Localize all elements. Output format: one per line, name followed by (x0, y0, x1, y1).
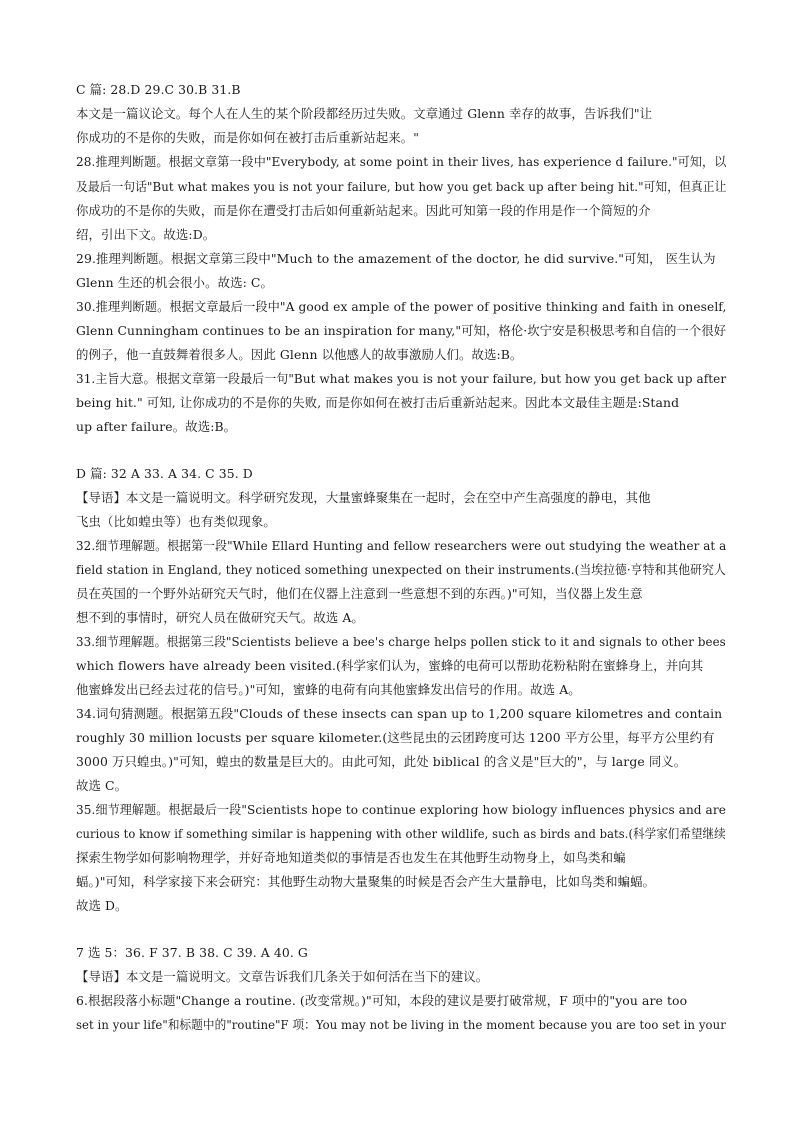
section-d-line: 蝠。)"可知，科学家接下来会研究：其他野生动物大量聚集的时候是否会产生大量静电，比如鸟类和蝙蝠。 (76, 874, 656, 889)
section-7-line: 6.根据段落小标题"Change a routine. (改变常规。)"可知，本段的建议是要打破常规，F 项中的"you are too (76, 993, 688, 1008)
section-d-line: 故选 C。 (76, 778, 128, 793)
section-c-line: 你成功的不是你的失败，而是你如何在被打击后重新站起来。" (76, 130, 420, 145)
section-c-line: 28.推理判断题。根据文章第一段中"Everybody, at some point in their lives, has experience d failure."可知，以 (76, 154, 727, 169)
section-c-line: Glenn Cunningham continues to be an inspiration for many,"可知，格伦·坎宁安是积极思考和自信的一个很好 (76, 323, 727, 338)
section-d-line: 员在英国的一个野外站研究天气时，他们在仪器上注意到一些意想不到的东西。)"可知，当仪器上发生意 (76, 586, 643, 601)
section-c-line: Glenn 生还的机会很小。故选: C。 (76, 275, 273, 290)
section-7-header: 7 选 5：36. F 37. B 38. C 39. A 40. G (76, 945, 308, 960)
section-d-line: 他蜜蜂发出已经去过花的信号。)"可知，蜜蜂的电荷有向其他蜜蜂发出信号的作用。故选 A。 (76, 682, 581, 697)
section-d-line: 32.细节理解题。根据第一段"While Ellard Hunting and fellow researchers were out studying the weather at a (76, 538, 727, 553)
section-c-header: C 篇: 28.D 29.C 30.B 31.B (76, 82, 241, 97)
section-d-line: 35.细节理解题。根据最后一段"Scientists hope to continue exploring how biology influences physics and are (76, 802, 726, 817)
section-c-line: 的例子，他一直鼓舞着很多人。因此 Glenn 以他感人的故事激励人们。故选:B。 (76, 347, 523, 362)
section-d-line: 3000 万只蝗虫。)"可知，蝗虫的数量是巨大的。由此可知，此处 biblical 的含义是"巨大的"，与 large 同义。 (76, 754, 687, 769)
section-7-line: 【导语】本文是一篇说明文。文章告诉我们几条关于如何活在当下的建议。 (76, 969, 489, 984)
section-d-line: 故选 D。 (76, 898, 128, 913)
section-c-line: 31.主旨大意。根据文章第一段最后一句"But what makes you is not your failure, but how you get back up after (76, 371, 727, 386)
section-d-line: 想不到的事情时，研究人员在做研究天气。故选 A。 (76, 610, 364, 625)
section-d-line: curious to know if something similar is happening with other wildlife, such as birds and bats.(科学家们希望继续 (76, 826, 726, 841)
section-d-line: 33.细节理解题。根据第三段"Scientists believe a bee's charge helps pollen stick to it and signals to other bees (76, 634, 726, 649)
section-c-line: up after failure。故选:B。 (76, 419, 237, 434)
section-c-line: 绍，引出下文。故选:D。 (76, 227, 216, 242)
section-d-header: D 篇: 32 A 33. A 34. C 35. D (76, 466, 253, 481)
section-d-line: field station in England, they noticed something unexpected on their instruments.(当埃拉德·亨特和其他研究人 (76, 562, 726, 577)
section-c-line: 你成功的不是你的失败，而是你在遭受打击后如何重新站起来。因此可知第一段的作用是作一个简短的介 (76, 203, 651, 218)
section-c-line: 29.推理判断题。根据文章第三段中"Much to the amazement of the doctor, he did survive."可知， 医生认为 (76, 251, 716, 266)
section-c-line: being hit." 可知, 让你成功的不是你的失败, 而是你如何在被打击后重新站起来。因此本文最佳主题是:Stand (76, 395, 680, 410)
section-c-line: 及最后一句话"But what makes you is not your failure, but how you get back up after being hit."可知，但真正让 (76, 179, 727, 194)
section-d-line: which flowers have already been visited.(科学家们认为，蜜蜂的电荷可以帮助花粉粘附在蜜蜂身上，并向其 (76, 658, 704, 673)
section-d-line: 飞虫（比如蝗虫等）也有类似现象。 (76, 514, 276, 529)
section-c-line: 本文是一篇议论文。每个人在人生的某个阶段都经历过失败。文章通过 Glenn 幸存的故事，告诉我们"让 (76, 106, 653, 121)
section-7-line: set in your life"和标题中的"routine"F 项：You may not be living in the moment because you are too set in your (76, 1017, 726, 1032)
section-d-line: 34.词句猜测题。根据第五段"Clouds of these insects can span up to 1,200 square kilometres and contain (76, 706, 723, 721)
section-d-line: 探索生物学如何影响物理学，并好奇地知道类似的事情是否也发生在其他野生动物身上，如鸟类和蝙 (76, 850, 626, 865)
section-c-line: 30.推理判断题。根据文章最后一段中"A good ex ample of the power of positive thinking and faith in oneself, (76, 299, 727, 314)
section-d-line: roughly 30 million locusts per square kilometer.(这些昆虫的云团跨度可达 1200 平方公里，每平方公里约有 (76, 730, 715, 745)
section-d-line: 【导语】本文是一篇说明文。科学研究发现，大量蜜蜂聚集在一起时，会在空中产生高强度的静电，其他 (76, 490, 651, 505)
